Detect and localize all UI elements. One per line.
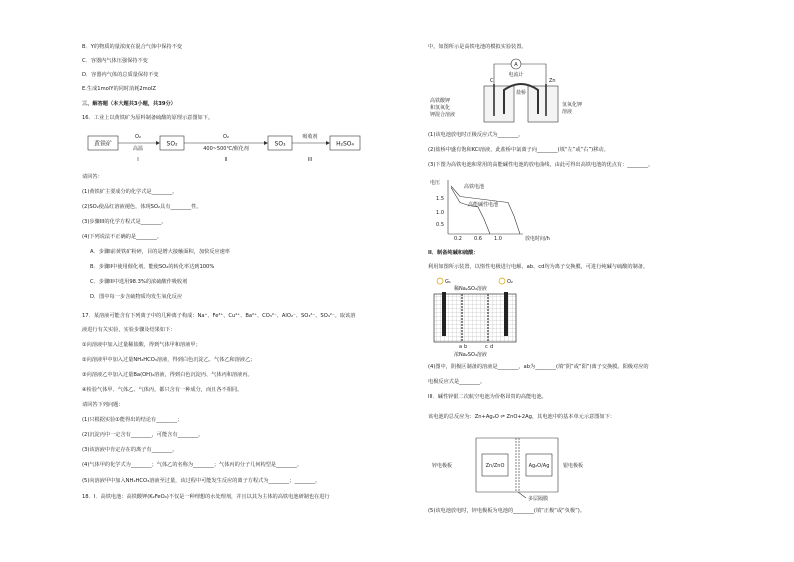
left-beaker (484, 86, 514, 122)
separator-label: 多层隔膜 (528, 496, 549, 502)
chart-xtick-1: 0.2 (454, 236, 462, 242)
flow-absorbent-label: 吸收剂 (302, 134, 318, 140)
q17-line-9: (3)该溶液中肯定存在的离子有________。 (82, 447, 178, 453)
series-alkaline-line (451, 188, 490, 235)
legend-ferrate: 高铁电池 (464, 184, 485, 190)
q16-line-1: (1)黄铁矿主要成分的化学式是________。 (82, 189, 178, 195)
q17-line-11: (5)向溶液甲中加入NH₄HCO₃溶液至过量，该过程中可能发生反应的离子方程式为________；________。 (82, 478, 321, 484)
q17-line-10: (4)气体甲的化学式为________；气体乙的名称为________；气体丙的分子几何构型是________。 (82, 462, 303, 468)
ag2o-ag-label: Ag₂O/Ag (528, 463, 550, 469)
q16-stem: 16．工业上以黄铁矿为原料制备硫酸的原理示意图如下。 (82, 115, 214, 121)
flow-condition-1: 高温 (132, 146, 144, 152)
q15-option-b: B．Y的物质的量浓度在混合气体中保持不变 (82, 44, 183, 50)
flow-so3-text: SO₃ (274, 140, 286, 148)
q15-option-e: E.生成1molY的同时消耗2molZ (82, 86, 156, 92)
q16-option-c: C．步骤III中选用98.3%的浓硫酸作吸收剂 (90, 279, 188, 285)
electrolysis-cell-diagram (428, 276, 538, 358)
q17-line-0: 17．某溶液可能含有下列离子中的几种离子构成：Na⁺、Fe³⁺、Cu²⁺、Ba²⁺、CO₃²⁻、AlO₂⁻、SO₃²⁻、SO₄²⁻。取该溶 (82, 313, 356, 319)
q17-line-1: 液进行有关实验，实验步骤及结果如下： (82, 327, 176, 333)
q16-line-0: 请回答： (82, 174, 103, 180)
right-solution-line-1: 溶液 (562, 109, 573, 115)
chart-ytick-2: 1.0 (436, 210, 444, 216)
discharge-chart (428, 176, 558, 244)
silver-plate-label: 银电极板 (563, 463, 584, 469)
q18-part-4-line-0: (4)图中，阴极区制备的溶液是________，ab为________(填“阴”或“阳”)离子交换膜。阳极对应的 (428, 364, 649, 370)
flow-so2-text: SO₂ (166, 140, 178, 148)
process-flow-diagram (86, 126, 366, 170)
membrane-a-label: a (459, 344, 463, 350)
q18-part-5: (5)该电池放电时，锌电极板为电池的________(填“正极”或“负极”)。 (428, 508, 586, 514)
legend-alkaline: 高能碱性电池 (468, 202, 499, 208)
flow-condition-2: 400~500℃/催化剂 (203, 146, 249, 152)
chart-xtick-3: 1.0 (494, 236, 502, 242)
chart-ytick-1: 1.5 (436, 196, 444, 202)
salt-bridge-label: 盐桥 (515, 90, 527, 96)
q16-line-4: (4)下列说法不正确的是________。 (82, 234, 162, 240)
q16-option-b: B．步骤II中使用催化剂，能使SO₂的转化率达到100% (90, 264, 215, 270)
q17-line-6: 请回答下列问题： (82, 402, 124, 408)
q18-intro: 18．I．高铁电池：高铁酸钾(K₂FeO₄)不仅是一种理想的水处理剂，并且以其为主体的高铁电池研制也在进行 (82, 494, 330, 500)
membrane-d-label: d (490, 344, 494, 350)
zinc-plate-label: 锌电极板 (432, 463, 453, 469)
zinc-electrode-label: Zn (549, 78, 556, 84)
ammeter-label: A (514, 62, 518, 68)
q17-line-7: (1)只根据实验①能得出的结论有________； (82, 417, 183, 423)
q18-part-3: (3)下图为高铁电池和常用的高能碱性电池的放电曲线，由此可得出高铁电池的优点有：________。 (428, 162, 654, 168)
q15-option-c: C．容器内气体压强保持不变 (82, 58, 148, 64)
q17-line-3: ②向溶液甲中加入过量NH₄HCO₃溶液，得到白色沉淀乙、气体乙和溶液乙； (82, 357, 256, 363)
q15-option-d: D．容器内气体的总质量保持不变 (82, 72, 159, 78)
q17-line-5: ④检验气体甲、气体乙、气体丙，都只含有一种成分，而且各不相同。 (82, 387, 243, 393)
meter-caption: 电流计 (508, 72, 524, 78)
electrolysis-tank (434, 294, 516, 342)
flow-step-3: III (307, 157, 313, 163)
q17-line-2: ①向溶液中加入过量稀盐酸，得到气体甲和溶液甲； (82, 342, 201, 348)
flow-o2-label-1: O₂ (135, 134, 141, 140)
q16-option-a: A．步骤I前黄铁矿粉碎，目的是增大接触面积，加快反应速率 (90, 249, 230, 255)
chart-xtick-2: 0.6 (474, 236, 482, 242)
q16-line-2: (2)SO₂使品红溶液褪色，体现SO₂具有________性。 (82, 204, 202, 210)
anode (504, 292, 508, 336)
left-solution-line-0: 高铁酸钾 (430, 98, 451, 104)
cathode (442, 292, 446, 336)
section-title: 三、解答题（本大题共3小题，共39分） (82, 101, 176, 107)
q16-line-3: (3)步骤III的化学方程式是________。 (82, 219, 167, 225)
membrane-c-label: c (485, 344, 488, 350)
dilute-solution-label: 稀Na₂SO₄溶液 (454, 286, 487, 292)
zn-zno-label: Zn/ZnO (485, 463, 505, 469)
gas-bubble-right-icon (499, 278, 505, 284)
section-ii-desc: 利用如图所示装置，以惰性电极进行电解，ab、cd均为离子交换膜，可进行纯碱与硫酸的制备。 (428, 264, 649, 270)
chart-y-label: 电压 (430, 180, 441, 186)
flow-step-1: I (137, 157, 139, 163)
right-solution-line-0: 氢氧化钾 (562, 102, 583, 108)
chart-ytick-3: 0.5 (436, 222, 444, 228)
flow-step-2: II (224, 157, 228, 163)
q16-option-d: D．图中每一步含硫物质均发生氧化反应 (90, 294, 183, 300)
zinc-silver-cell-diagram (428, 426, 608, 502)
membrane-b-label: b (464, 344, 468, 350)
flow-o2-label-2: O₂ (223, 134, 229, 140)
q18-part-4-line-1: 电极反应式是________。 (428, 379, 486, 385)
left-solution-line-1: 和氢氧化 (430, 105, 451, 111)
q18-continued: 中。如图所示是高铁电池的模拟实验装置。 (428, 44, 527, 50)
right-beaker (528, 86, 558, 122)
flow-h2so4-text: H₂SO₄ (336, 140, 354, 148)
left-solution-line-2: 钾混合溶液 (430, 112, 456, 118)
gas-g1-label: G₁ (445, 279, 451, 285)
flow-pyrite-text: 黄铁矿 (93, 140, 113, 148)
gas-o2-label: O₂ (507, 279, 513, 285)
gas-bubble-left-icon (437, 278, 443, 284)
section-iii-title: III．碱性锌银二次航空电池为价格昂贵的高能电池。 (428, 394, 547, 400)
series-ferrate-line (451, 186, 520, 234)
battery-reaction: 该电池的总反应为：Zn+Ag₂O ⇌ ZnO+2Ag，其电池中的基本单元示意图如下： (428, 414, 615, 420)
carbon-electrode-label: C (490, 78, 494, 84)
q18-part-1: (1)该电池放电时正极反应式为________。 (428, 132, 524, 138)
q17-line-8: (2)沉淀丙中一定含有________，可能含有________。 (82, 432, 204, 438)
q17-line-4: ③向溶液乙中加入过量Ba(OH)₂溶液，得到白色沉淀丙、气体丙和溶液丙。 (82, 372, 253, 378)
chart-x-label: 放电时间/h (525, 236, 550, 242)
section-ii-title: II．制备纯碱和硫酸： (428, 250, 479, 256)
concentrated-solution-label: 浓Na₂SO₄溶液 (454, 352, 487, 358)
q18-part-2: (2)盐桥中盛有饱和KCl溶液，此盐桥中氯离子向________(填“左”或“右”)移动。 (428, 147, 609, 153)
galvanic-cell-diagram (428, 56, 608, 128)
